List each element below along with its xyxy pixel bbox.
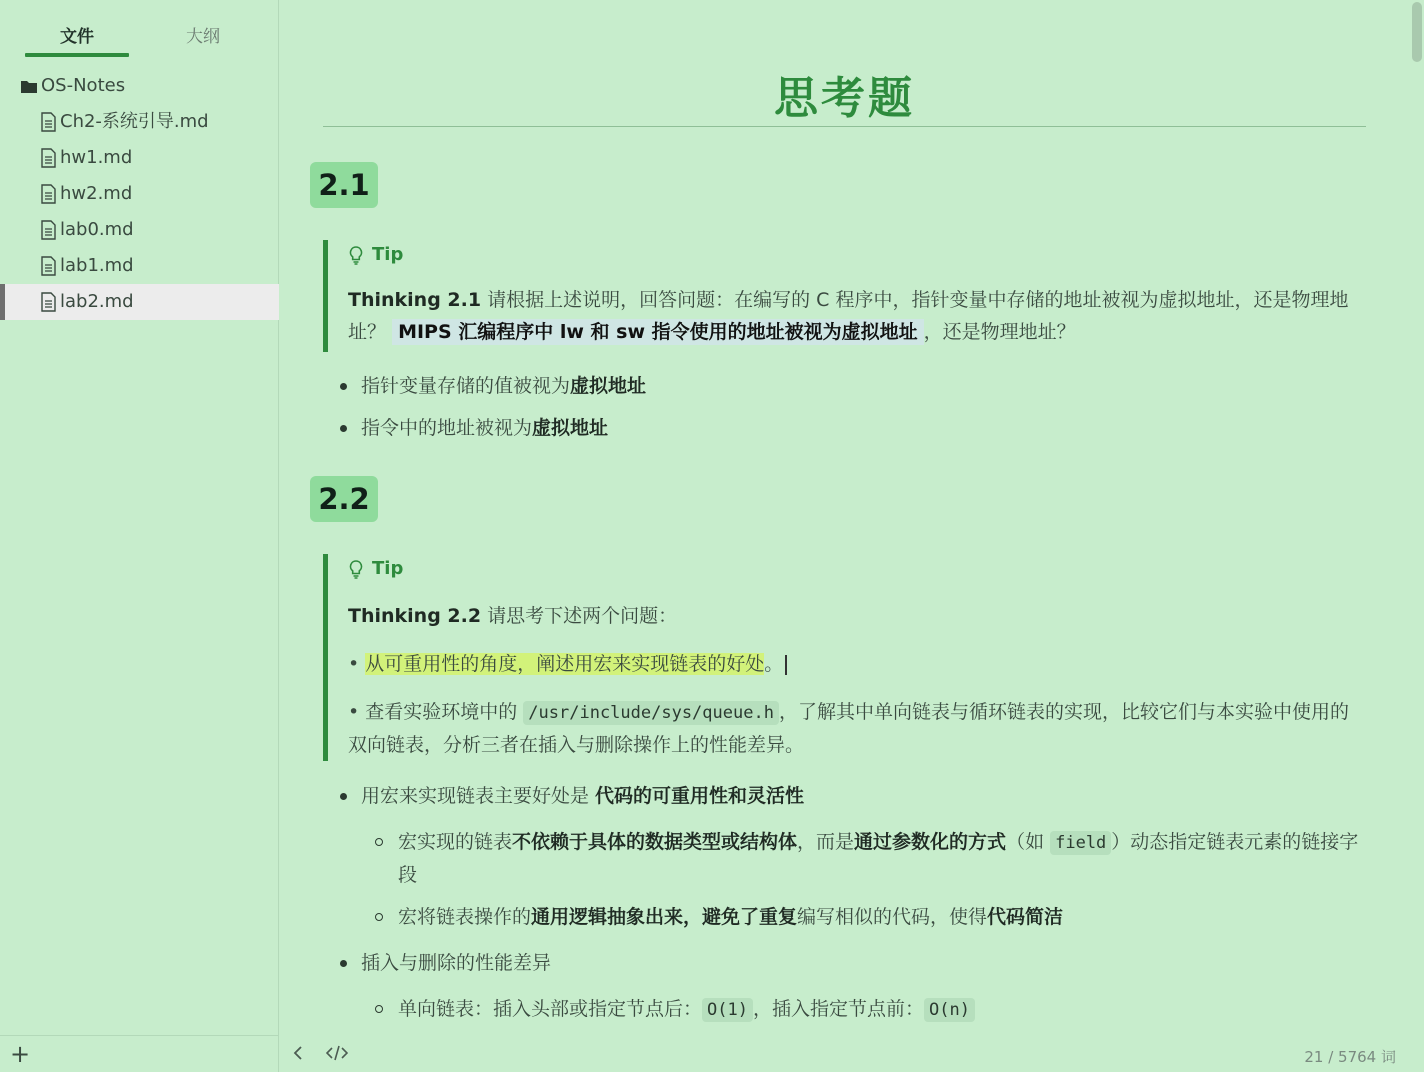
tip-header	[348, 554, 1366, 584]
list-bold: 虚拟地址	[570, 375, 647, 397]
page-title: 思考题	[774, 73, 915, 124]
thinking-2-1-text	[348, 284, 1366, 348]
tip-callout-2-2	[323, 554, 1366, 761]
sidebar	[0, 0, 279, 1072]
list-bold: 代码的可重用性和灵活性	[595, 785, 805, 807]
file-label: lab2.md	[60, 291, 134, 312]
file-label: hw2.md	[60, 183, 133, 204]
inline-code: /usr/include/sys/queue.h	[523, 701, 779, 725]
list-text: （如	[1006, 831, 1051, 853]
tip-label: Tip	[372, 244, 404, 265]
code-icon[interactable]	[326, 1044, 348, 1067]
text-cursor	[785, 655, 787, 675]
file-tree	[0, 68, 279, 320]
answer-list-2-1	[340, 370, 1370, 444]
sidebar-tabs	[0, 0, 279, 60]
list-item	[340, 412, 1370, 444]
question-text: 查看实验环境中的	[365, 701, 524, 723]
sub-list-item	[340, 826, 1370, 891]
file-label: hw1.md	[60, 147, 133, 168]
list-item	[340, 947, 1370, 979]
list-bold: 通用逻辑抽象出来，避免了重复	[531, 906, 798, 928]
list-item	[340, 370, 1370, 402]
file-icon	[40, 112, 57, 132]
file-item-hw1[interactable]	[0, 140, 279, 176]
thinking-question: 请根据上述说明，回答问题：在编写的 C 程序中，指针变量中存储的地址被视为虚拟地址，还是物理地址？	[348, 289, 1349, 343]
list-bold: 通过参数化的方式	[854, 831, 1007, 853]
file-icon	[40, 184, 57, 204]
file-icon	[40, 220, 57, 240]
status-bar	[280, 1036, 1410, 1072]
list-bold: 虚拟地址	[532, 417, 609, 439]
list-item	[340, 780, 1370, 812]
list-text: 编写相似的代码，使得	[797, 906, 988, 928]
file-icon	[40, 256, 57, 276]
lightbulb-icon	[348, 559, 364, 579]
list-bold: 代码简洁	[987, 906, 1064, 928]
list-text: 宏将链表操作的	[398, 906, 532, 928]
list-text: 指针变量存储的值被视为	[361, 375, 571, 397]
scrollbar-thumb[interactable]	[1412, 2, 1422, 62]
thinking-question: 请思考下述两个问题：	[481, 605, 678, 627]
question-2: • 查看实验环境中的 /usr/include/sys/queue.h ，了解其中单向链表与循环链表的实现，比较它们与本实验中使用的双向链表，分析三者在插入与删除操作上的性能差异。	[348, 701, 1349, 756]
thinking-2-2-text	[348, 600, 1366, 632]
inline-code: O(1)	[702, 998, 753, 1022]
inline-code: field	[1050, 831, 1111, 855]
file-item-lab1[interactable]	[0, 248, 279, 284]
chevron-left-icon[interactable]	[292, 1044, 304, 1067]
title-divider	[323, 126, 1366, 127]
folder-label: OS-Notes	[41, 75, 126, 96]
tip-callout-2-1	[323, 240, 1366, 352]
sidebar-footer	[0, 1035, 279, 1072]
tip-header	[348, 240, 1366, 270]
editor-content[interactable]	[280, 0, 1410, 1036]
thinking-question-end: ，还是物理地址？	[923, 321, 1076, 343]
word-count[interactable]: 21 / 5764 词	[1304, 1048, 1396, 1066]
tab-files[interactable]: 文件	[60, 27, 94, 47]
sub-list-item	[340, 993, 1370, 1026]
heading-2-2: 2.2	[310, 476, 378, 522]
question-1: • 从可重用性的角度，阐述用宏来实现链表的好处。	[348, 648, 1366, 680]
file-item-hw2[interactable]	[0, 176, 279, 212]
answer-list-2-2	[340, 780, 1370, 1026]
thinking-label: Thinking 2.1	[348, 289, 482, 311]
file-item-lab2[interactable]	[0, 284, 279, 320]
list-text: ，插入指定节点前：	[752, 998, 924, 1020]
list-text: 指令中的地址被视为	[361, 417, 533, 439]
active-tab-indicator	[25, 53, 129, 57]
tip-label: Tip	[372, 558, 404, 579]
folder-icon	[20, 78, 38, 94]
file-label: lab0.md	[60, 219, 134, 240]
plus-icon[interactable]: +	[10, 1040, 31, 1068]
list-text: 单向链表：插入头部或指定节点后：	[398, 998, 703, 1020]
file-label: Ch2-系统引导.md	[60, 111, 209, 132]
file-icon	[40, 292, 57, 312]
heading-2-1: 2.1	[310, 162, 378, 208]
list-text: ，而是	[797, 831, 855, 853]
tab-outline[interactable]: 大纲	[186, 27, 220, 47]
list-bold: 不依赖于具体的数据类型或结构体	[512, 831, 798, 853]
sub-list-item	[340, 901, 1370, 933]
file-item-lab0[interactable]	[0, 212, 279, 248]
highlighted-question: 从可重用性的角度，阐述用宏来实现链表的好处	[365, 653, 765, 675]
thinking-label: Thinking 2.2	[348, 605, 482, 627]
folder-os-notes[interactable]	[0, 68, 279, 104]
lightbulb-icon	[348, 245, 364, 265]
list-text: 用宏来实现链表主要好处是	[361, 785, 596, 807]
highlighted-text: MIPS 汇编程序中 lw 和 sw 指令使用的地址被视为虚拟地址	[392, 319, 924, 345]
list-text: 插入与删除的性能差异	[361, 952, 552, 974]
file-item-ch2[interactable]	[0, 104, 279, 140]
question-text: ，了解其中单向链表与循环链表的实现，比较它们与本实验中使用的双向链表，分析三者在插入与删除操作上的性能差异。	[348, 701, 1349, 756]
file-icon	[40, 148, 57, 168]
list-text: 宏实现的链表	[398, 831, 513, 853]
list-text: ）动态指定链表元素的链接字段	[398, 831, 1359, 886]
scrollbar[interactable]	[1410, 0, 1424, 1072]
inline-code: O(n)	[924, 998, 975, 1022]
file-label: lab1.md	[60, 255, 134, 276]
question-end: 。	[764, 653, 784, 675]
